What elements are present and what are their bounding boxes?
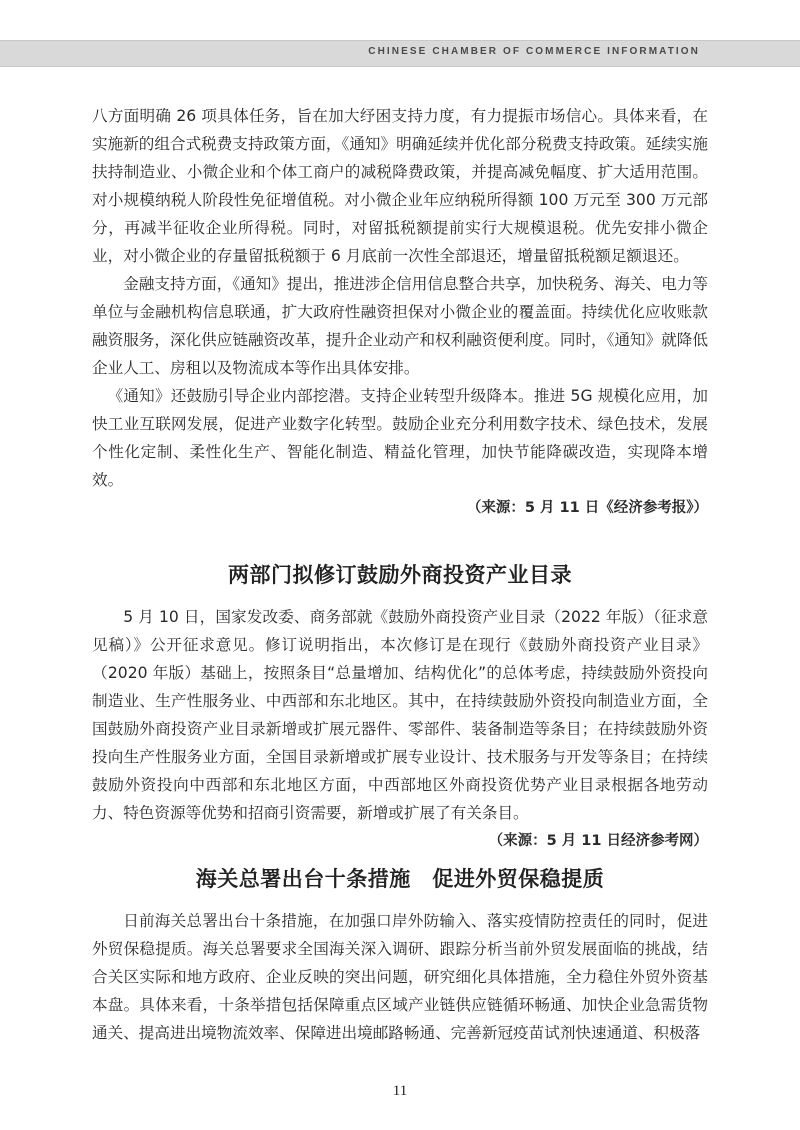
article2-title: 两部门拟修订鼓励外商投资产业目录 xyxy=(228,563,572,587)
page-body xyxy=(92,102,708,1047)
article2-source: （来源：5 月 11 日经济参考网） xyxy=(488,833,708,849)
publication-name: CHINESE CHAMBER OF COMMERCE INFORMATION xyxy=(368,46,700,57)
article3-paragraph-1: 日前海关总署出台十条措施，在加强口岸外防输入、落实疫情防控责任的同时，促进外贸保稳提质。海关总署要求全国海关深入调研、跟踪分析当前外贸发展面临的挑战，结合关区实际和地方政府、企业反映的突出问题，研究细化具体措施，全力稳住外贸外资基本盘。具体来看，十条举措包括保障重点区域产业链供应链循环畅通、加快企业急需货物通关、提高进出境物流效率、保障进出境邮路畅通、完善新冠疫苗试剂快速通道、积极落 xyxy=(92,912,708,1042)
article2-paragraph-1 xyxy=(92,603,708,849)
header-band xyxy=(0,40,800,67)
article1-paragraph-3: 《通知》还鼓励引导企业内部挖潜。支持企业转型升级降本。推进 5G 规模化应用，加快工业互联网发展，促进产业数字化转型。鼓励企业充分利用数字技术、绿色技术，发展个性化定制、柔性化生产、智能化制造、精益化管理，加快节能降碳改造，实现降本增效。 xyxy=(92,387,708,489)
article3-title: 海关总署出台十条措施 促进外贸保稳提质 xyxy=(195,867,605,891)
article1-paragraph-2: 金融支持方面，《通知》提出，推进涉企信用信息整合共享，加快税务、海关、电力等单位与金融机构信息联通，扩大政府性融资担保对小微企业的覆盖面。持续优化应收账款融资服务，深化供应链融资改革，提升企业动产和权利融资便利度。同时，《通知》就降低企业人工、房租以及物流成本等作出具体安排。 xyxy=(92,275,708,377)
page-number: 11 xyxy=(392,1083,408,1099)
article2-paragraph-text: 5 月 10 日，国家发改委、商务部就《鼓励外商投资产业目录（2022 年版）（征求意见稿）》公开征求意见。修订说明指出，本次修订是在现行《鼓励外商投资产业目录》（2020 年版）基础上，按照条目“总量增加、结构优化”的总体考虑，持续鼓励外资投向制造业、生产性服务业、中西部和东北地区。其中，在持续鼓励外资投向制造业方面，全国鼓励外商投资产业目录新增或扩展元器件、零部件、装备制造等条目；在持续鼓励外资投向生产性服务业方面，全国目录新增或扩展专业设计、技术服务与开发等条目；在持续鼓励外资投向中西部和东北地区方面，中西部地区外商投资优势产业目录根据各地劳动力、特色资源等优势和招商引资需要，新增或扩展了有关条目。 xyxy=(92,608,708,822)
article1-source: （来源：5 月 11 日《经济参考报》） xyxy=(466,500,708,516)
article1-paragraph-1: 八方面明确 26 项具体任务，旨在加大纾困支持力度，有力提振市场信心。具体来看，在实施新的组合式税费支持政策方面，《通知》明确延续并优化部分税费支持政策。延续实施扶持制造业、小微企业和个体工商户的减税降费政策，并提高减免幅度、扩大适用范围。对小规模纳税人阶段性免征增值税。对小微企业年应纳税所得额 100 万元至 300 万元部分，再减半征收企业所得税。同时，对留抵税额提前实行大规模退税。优先安排小微企业，对小微企业的存量留抵税额于 6 月底前一次性全部退还，增量留抵税额足额退还。 xyxy=(92,107,708,265)
